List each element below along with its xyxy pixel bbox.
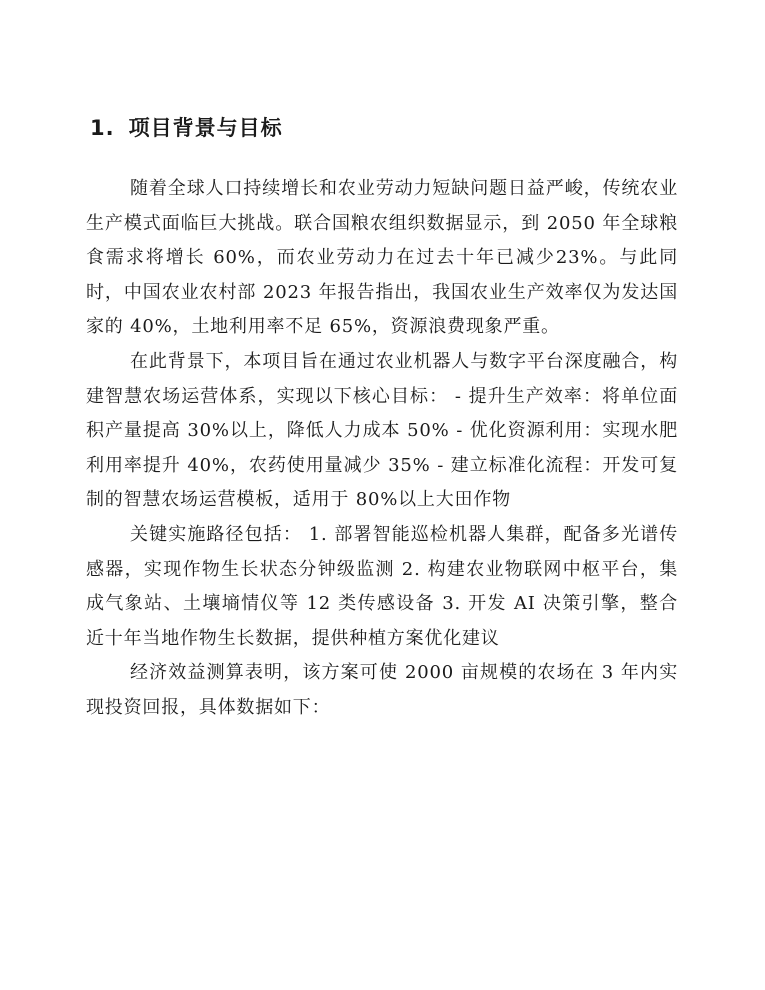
paragraph-implementation-path: 关键实施路径包括： 1. 部署智能巡检机器人集群，配备多光谱传感器，实现作物生长状态分钟级监测 2. 构建农业物联网中枢平台，集成气象站、土壤墒情仪等 12 类传感设备 3. 开发 AI 决策引擎，整合近十年当地作物生长数据，提供种植方案优化建议 xyxy=(86,523,678,649)
paragraph-objectives: 在此背景下，本项目旨在通过农业机器人与数字平台深度融合，构建智慧农场运营体系，实现以下核心目标： - 提升生产效率：将单位面积产量提高 30%以上，降低人力成本 50% - 优化资源利用：实现水肥利用率提升 40%，农药使用量减少 35% - 建立标准化流程：开发可复制的智慧农场运营模板，适用于 80%以上大田作物 xyxy=(86,350,678,511)
section-heading xyxy=(90,112,283,144)
paragraph-economic-benefit: 经济效益测算表明，该方案可使 2000 亩规模的农场在 3 年内实现投资回报，具体数据如下： xyxy=(86,662,678,718)
body-text xyxy=(86,172,678,726)
section-number: 1. xyxy=(90,116,115,140)
section-title: 项目背景与目标 xyxy=(128,116,283,140)
paragraph-background: 随着全球人口持续增长和农业劳动力短缺问题日益严峻，传统农业生产模式面临巨大挑战。联合国粮农组织数据显示，到 2050 年全球粮食需求将增长 60%，而农业劳动力在过去十年已减少23%。与此同时，中国农业农村部 2023 年报告指出，我国农业生产效率仅为发达国家的 40%，土地利用率不足 65%，资源浪费现象严重。 xyxy=(86,178,678,338)
